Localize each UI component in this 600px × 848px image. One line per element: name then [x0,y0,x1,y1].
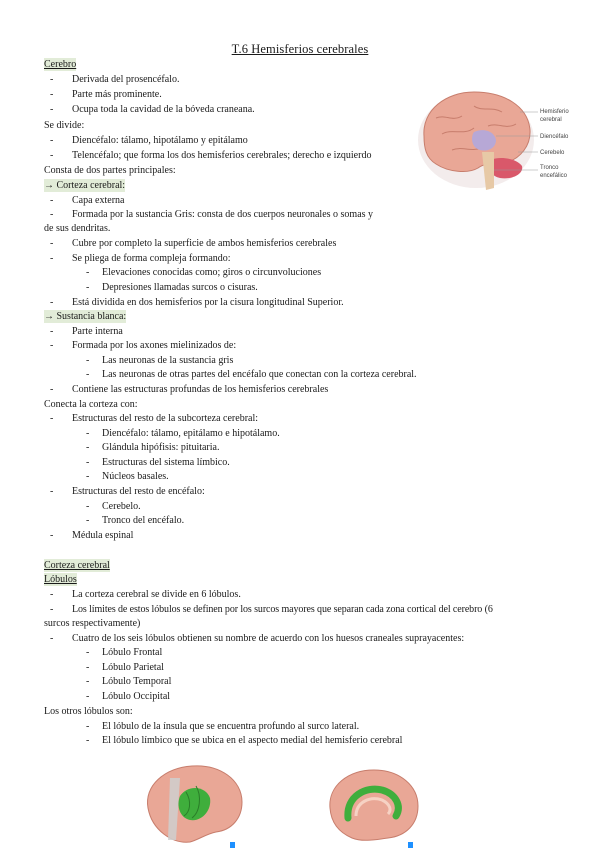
connects-label: Conecta la corteza con: [44,399,138,410]
bullet-dash: - [86,662,90,673]
list-item: Médula espinal [72,530,134,541]
sub-list-item: Las neuronas de otras partes del encéfalo que conectan con la corteza cerebral. [102,369,417,380]
bullet-dash: - [86,428,90,439]
brain-shape [330,770,418,840]
bullet-dash: - [50,340,54,351]
sub-list-item: Las neuronas de la sustancia gris [102,355,234,366]
sub-list-item: Cerebelo. [102,501,141,512]
figure-label: Cerebelo [540,150,565,156]
bullet-dash: - [50,604,54,615]
bullet-dash: - [86,282,90,293]
bullet-dash: - [86,735,90,746]
bullet-dash: - [50,486,54,497]
corteza-heading: Corteza cerebral [44,560,110,571]
list-item: Cuatro de los seis lóbulos obtienen su nombre de acuerdo con los huesos craneales suprayacentes: [72,633,465,644]
list-item: Se pliega de forma compleja formando: [72,253,231,264]
list-item: Capa externa [72,195,125,206]
list-item-continuation: de sus dendritas. [44,223,111,234]
list-item: Estructuras del resto de encéfalo: [72,486,205,497]
bullet-dash: - [50,150,54,161]
lobulos-subheading: Lóbulos [44,574,77,585]
bullet-dash: - [86,515,90,526]
bullet-dash: - [50,633,54,644]
divide-label: Se divide: [44,120,85,131]
bullet-dash: - [50,589,54,600]
sub-list-item: Lóbulo Frontal [102,647,163,658]
bullet-dash: - [86,691,90,702]
sub-list-item: Glándula hipófisis: pituitaria. [102,442,220,453]
page-title: T.6 Hemisferios cerebrales [231,42,369,56]
bullet-dash: - [50,195,54,206]
bullet-dash: - [86,267,90,278]
list-item: Los límites de estos lóbulos se definen por los surcos mayores que separan cada zona cortical del cerebro (6 [72,604,493,615]
list-item: Derivada del prosencéfalo. [72,74,180,85]
figure-label: Tronco encefálico [540,165,568,179]
bullet-dash: - [50,74,54,85]
list-item: Parte más prominente. [72,89,162,100]
list-item: Formada por la sustancia Gris: consta de dos cuerpos neuronales o somas y [72,209,374,220]
sub-list-item: Diencéfalo: tálamo, epitálamo e hipotálamo. [102,428,280,439]
bullet-dash: - [50,135,54,146]
bullet-dash: - [50,209,54,220]
bullet-dash: - [50,89,54,100]
cortex-heading: → Corteza cerebral: [44,180,126,191]
bullet-dash: - [50,104,54,115]
bullet-dash: - [86,501,90,512]
sub-list-item: Lóbulo Temporal [102,676,172,687]
cerebro-heading: Cerebro [44,59,77,70]
sub-list-item: El lóbulo límbico que se ubica en el aspecto medial del hemisferio cerebral [102,735,403,746]
sub-list-item: Lóbulo Parietal [102,662,164,673]
sub-list-item: Estructuras del sistema límbico. [102,457,230,468]
consta-label: Consta de dos partes principales: [44,165,176,176]
bullet-dash: - [86,471,90,482]
sub-list-item: Elevaciones conocidas como; giros o circunvoluciones [102,267,322,278]
list-item: Formada por los axones mielinizados de: [72,340,237,351]
bullet-dash: - [86,647,90,658]
bullet-dash: - [50,297,54,308]
bullet-dash: - [50,384,54,395]
sub-list-item: Depresiones llamadas surcos o cisuras. [102,282,258,293]
list-item: Ocupa toda la cavidad de la bóveda craneana. [72,104,255,115]
list-item: Estructuras del resto de la subcorteza cerebral: [72,413,259,424]
bullet-dash: - [50,326,54,337]
figure-label: Diencéfalo [540,134,569,140]
bullet-dash: - [86,369,90,380]
bullet-dash: - [50,238,54,249]
bullet-dash: - [86,442,90,453]
list-item: Cubre por completo la superficie de ambos hemisferios cerebrales [72,238,337,249]
list-item: Contiene las estructuras profundas de los hemisferios cerebrales [72,384,329,395]
bullet-dash: - [86,676,90,687]
bullet-dash: - [50,530,54,541]
figure-label: Hemisferio cerebral [540,109,569,123]
list-item: Está dividida en dos hemisferios por la cisura longitudinal Superior. [72,297,344,308]
figure-marker [230,842,235,848]
list-item-continuation: surcos respectivamente) [44,618,141,629]
others-label: Los otros lóbulos son: [44,706,133,717]
list-item: Diencéfalo: tálamo, hipotálamo y epitálamo [72,135,248,146]
brain-lateral-figure [412,78,578,204]
list-item: La corteza cerebral se divide en 6 lóbulos. [72,589,241,600]
sub-list-item: El lóbulo de la ínsula que se encuentra profundo al surco lateral. [102,721,360,732]
bullet-dash: - [50,253,54,264]
bullet-dash: - [86,721,90,732]
sub-list-item: Tronco del encéfalo. [102,515,185,526]
list-item: Parte interna [72,326,123,337]
list-item: Telencéfalo; que forma los dos hemisferios cerebrales; derecho e izquierdo [72,150,372,161]
sub-list-item: Lóbulo Occipital [102,691,171,702]
white-matter-heading: → Sustancia blanca: [44,311,127,322]
brain-limbic-figure [322,760,422,848]
figure-marker [408,842,413,848]
bullet-dash: - [86,355,90,366]
bullet-dash: - [86,457,90,468]
bullet-dash: - [50,413,54,424]
sub-list-item: Núcleos basales. [102,471,169,482]
brain-insula-figure [140,756,250,848]
